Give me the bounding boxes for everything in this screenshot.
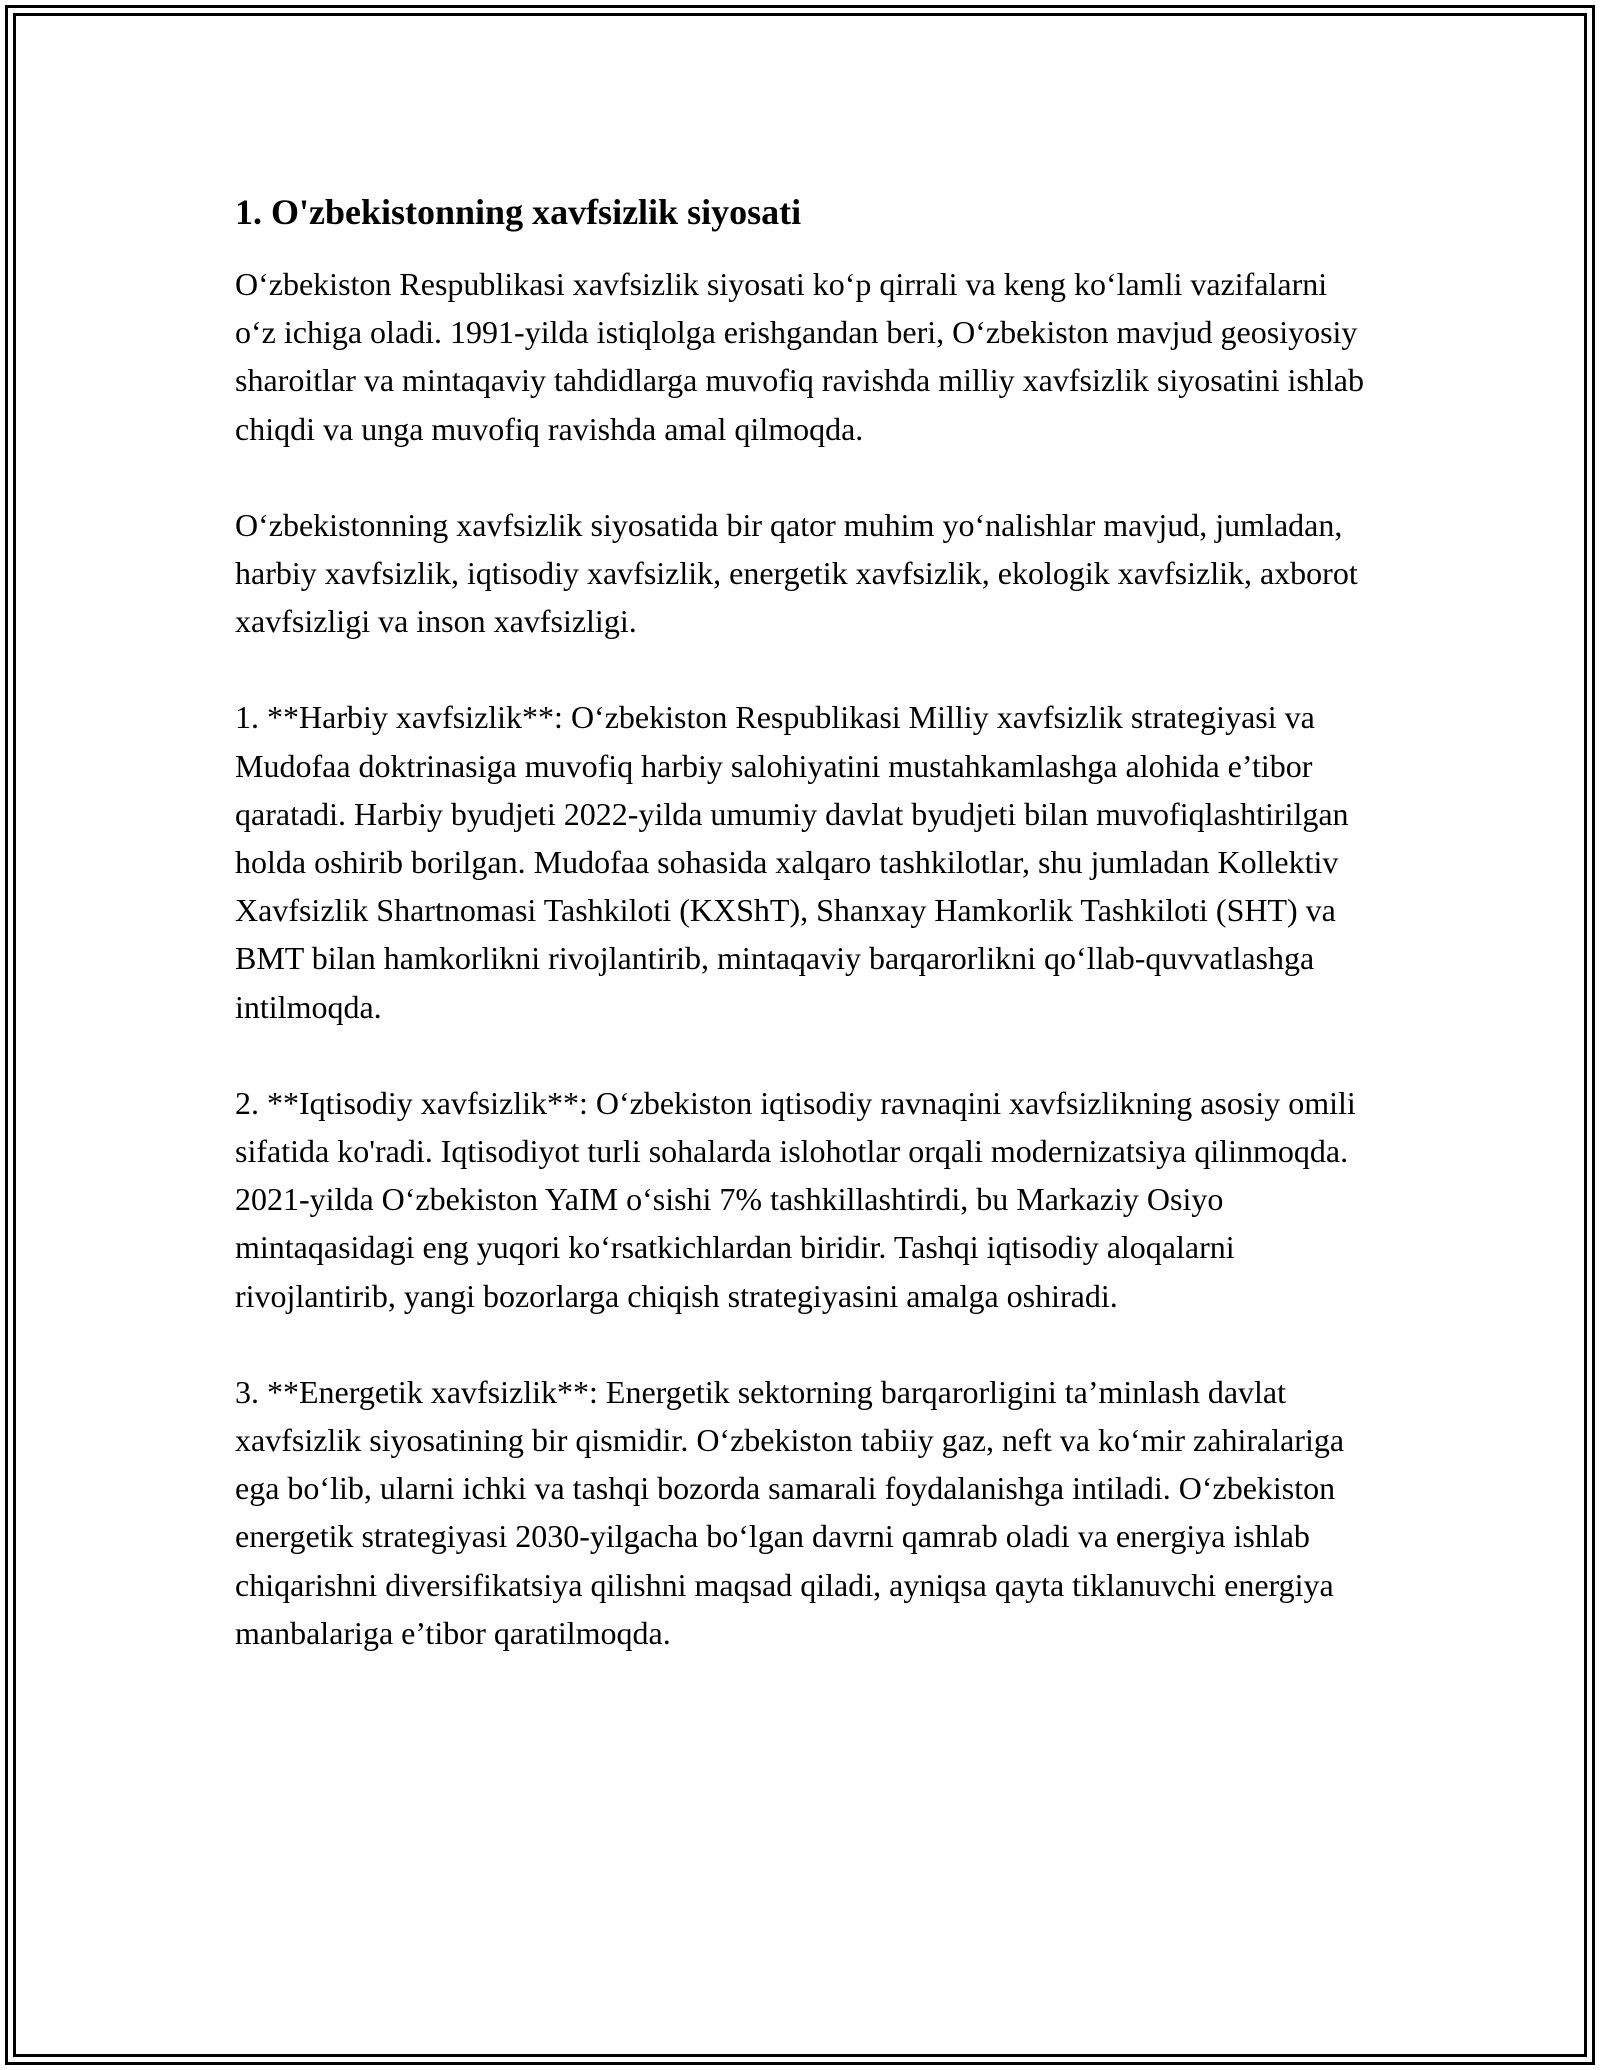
paragraph-directions: O‘zbekistonning xavfsizlik siyosatida bir qator muhim yo‘nalishlar mavjud, jumladan, harbiy xavfsizlik, iqtisodiy xavfsizlik, energetik xavfsizlik, ekologik xavfsizlik, axborot xavfsizligi va inson xavfsizligi.	[235, 506, 1358, 640]
paragraph-military-security: 1. **Harbiy xavfsizlik**: O‘zbekiston Respublikasi Milliy xavfsizlik strategiyasi va Mudofaa doktrinasiga muvofiq harbiy salohiyatini mustahkamlashga alohida e’tibor qaratadi. Harbiy byudjeti 2022-yilda umumiy davlat byudjeti bilan muvofiqlashtirilgan holda oshirib borilgan. Mudofaa sohasida xalqaro tashkilotlar, shu jumladan Kollektiv Xavfsizlik Shartnomasi Tashkiloti (KXShT), Shanxay Hamkorlik Tashkiloti (SHT) va BMT bilan hamkorlikni rivojlantirib, mintaqaviy barqarorlikni qo‘llab-quvvatlashga intilmoqda.	[235, 699, 1349, 1025]
paragraph-economic-security: 2. **Iqtisodiy xavfsizlik**: O‘zbekiston iqtisodiy ravnaqini xavfsizlikning asosiy omili sifatida ko'radi. Iqtisodiyot turli sohalarda islohotlar orqali modernizatsiya qilinmoqda. 2021-yilda O‘zbekiston YaIM o‘sishi 7% tashkillashtirdi, bu Markaziy Osiyo mintaqasidagi eng yuqori ko‘rsatkichlardan biridir. Tashqi iqtisodiy aloqalarni rivojlantirib, yangi bozorlarga chiqish strategiyasini amalga oshiradi.	[235, 1084, 1356, 1314]
paragraph-intro: O‘zbekiston Respublikasi xavfsizlik siyosati ko‘p qirrali va keng ko‘lamli vazifalarni o‘z ichiga oladi. 1991-yilda istiqlolga erishgandan beri, O‘zbekiston mavjud geosiyosiy sharoitlar va mintaqaviy tahdidlarga muvofiq ravishda milliy xavfsizlik siyosatini ishlab chiqdi va unga muvofiq ravishda amal qilmoqda.	[235, 266, 1364, 447]
page-title: 1. O'zbekistonning xavfsizlik siyosati	[235, 192, 802, 232]
document-body	[235, 188, 1375, 1657]
paragraph-energy-security: 3. **Energetik xavfsizlik**: Energetik sektorning barqarorligini ta’minlash davlat xavfsizlik siyosatining bir qismidir. O‘zbekiston tabiiy gaz, neft va ko‘mir zahiralariga ega bo‘lib, ularni ichki va tashqi bozorda samarali foydalanishga intiladi. O‘zbekiston energetik strategiyasi 2030-yilgacha bo‘lgan davrni qamrab oladi va energiya ishlab chiqarishni diversifikatsiya qilishni maqsad qiladi, ayniqsa qayta tiklanuvchi energiya manbalariga e’tibor qaratilmoqda.	[235, 1373, 1345, 1651]
